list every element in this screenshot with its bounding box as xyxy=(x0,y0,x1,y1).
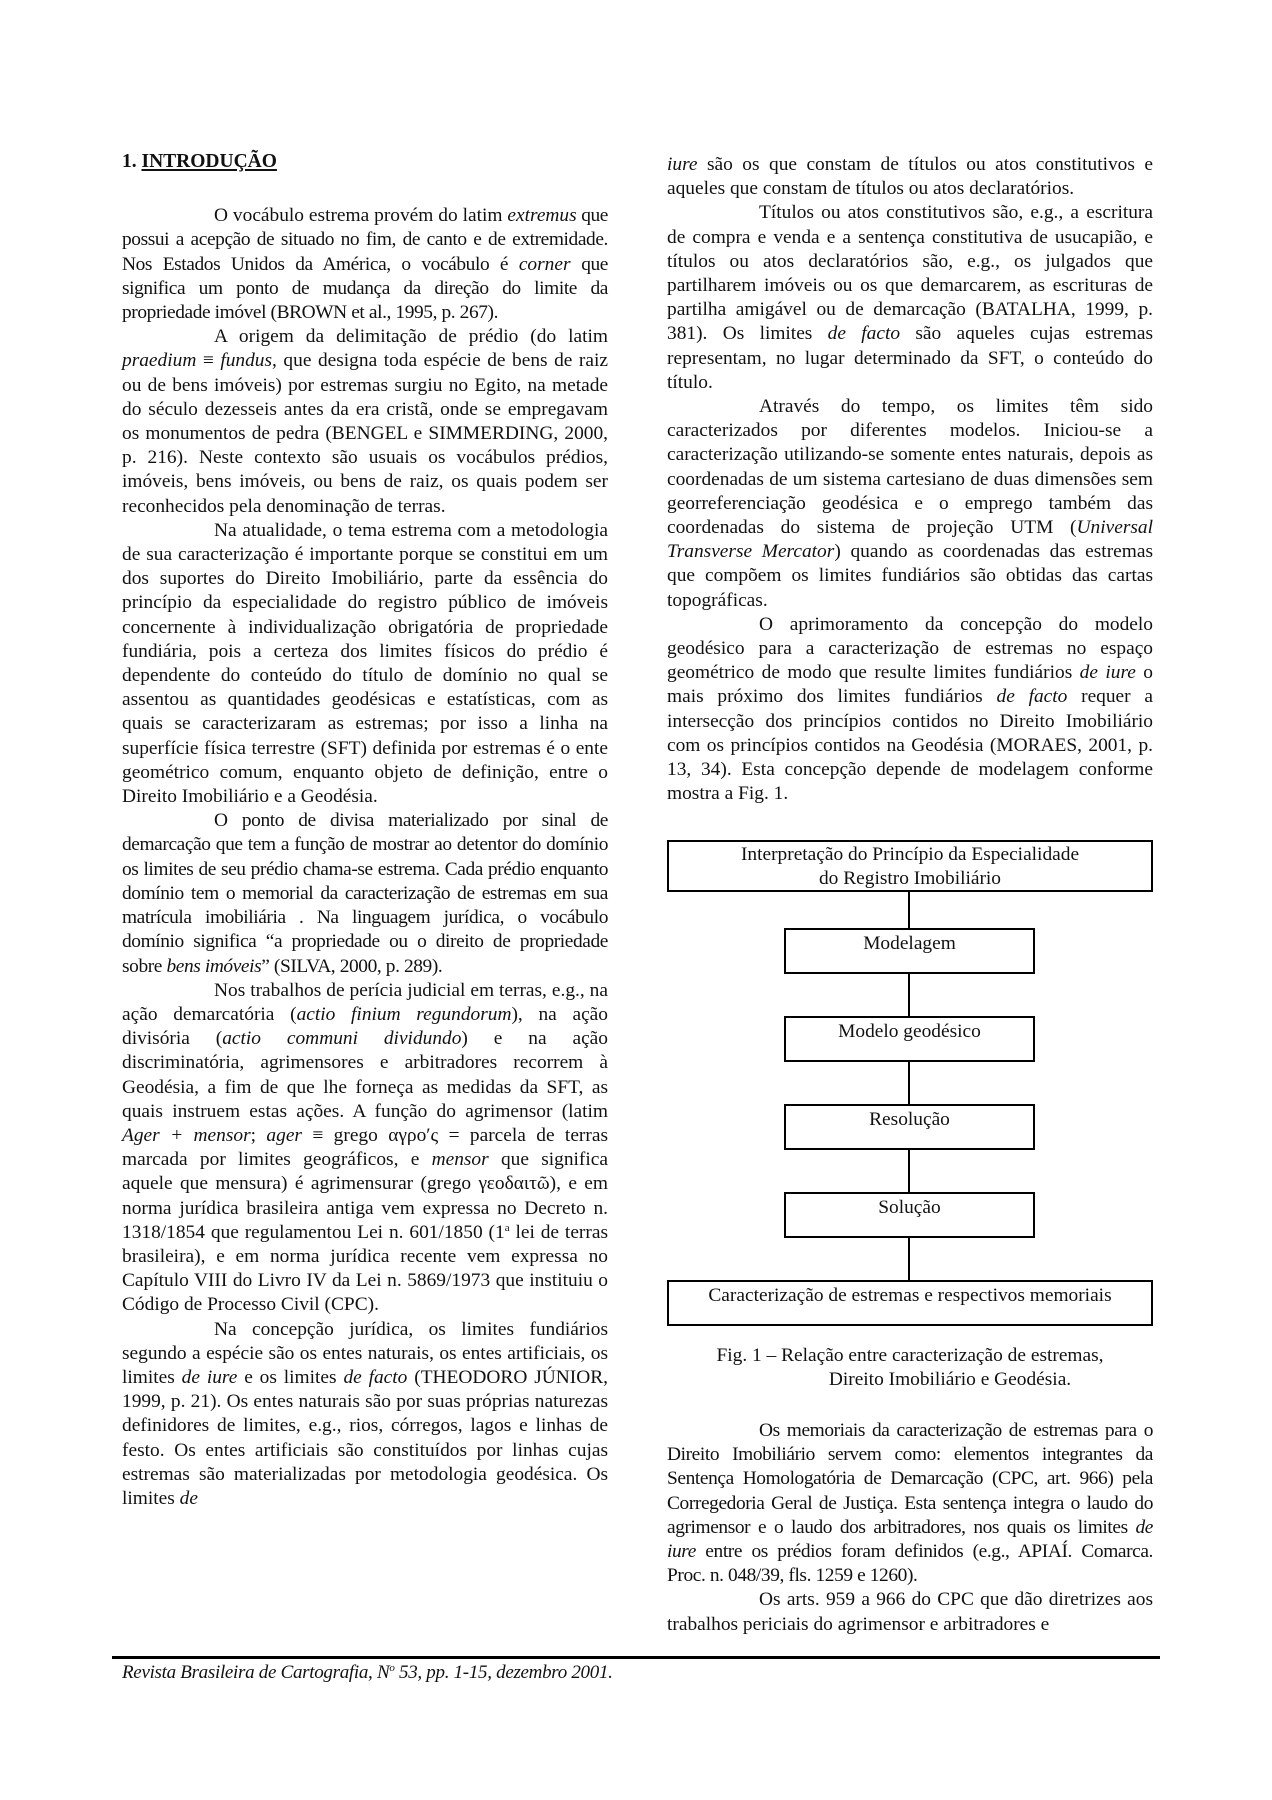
paragraph-ponto-divisa: O ponto de divisa materializado por sinal de demarcação que tem a função de mostrar ao detentor do domínio os limites de seu prédio chama-se estrema. Cada prédio enquanto domínio tem o memorial da caracterização de estremas em sua matrícula imobiliária . Na linguagem jurídica, o vocábulo domínio significa “a propriedade ou o direito de propriedade sobre bens imóveis” (SILVA, 2000, p. 289). xyxy=(122,810,608,977)
journal-footer: Revista Brasileira de Cartografia, $N^o$ 53, pp. 1-15, dezembro 2001. xyxy=(122,1662,613,1683)
flow-box-resolucao: Resolução xyxy=(784,1104,1035,1150)
paragraph-aprimoramento: O aprimoramento da concepção do modelo geodésico para a caracterização de estremas no espaço geométrico de modo que resulte limites fundiários de iure o mais próximo dos limites fundiários de facto requer a intersecção dos princípios contidos no Direito Imobiliário com os princípios contidos na Geodésia (MORAES, 2001, p. 13, 34). Esta concepção depende de modelagem conforme mostra a Fig. 1. xyxy=(667,613,1153,805)
paragraph-memoriais: Os memoriais da caracterização de estremas para o Direito Imobiliário servem como: elementos integrantes da Sentença Homologatória de Demarcação (CPC, art. 966) pela Corregedoria Geral de Justiça. Esta sentença integra o laudo do agrimensor e o laudo dos arbitradores, nos quais os limites de iure entre os prédios foram definidos (e.g., APIAÍ. Comarca. Proc. n. 048/39, fls. 1259 e 1260). xyxy=(667,1420,1153,1587)
section-heading: 1. INTRODUÇÃO xyxy=(122,151,277,172)
flow-box-interpretacao: Interpretação do Princípio da Especialidade do Registro Imobiliário xyxy=(667,840,1153,892)
right-column-continued xyxy=(667,1419,1153,1637)
paragraph-titulos: Títulos ou atos constitutivos são, e.g., a escritura de compra e venda e a sentença constitutiva de usucapião, e títulos ou atos declaratórios são, e.g., os julgados que partilharem imóveis ou os que demarcarem, as escrituras de partilha amigável ou de demarcação (BATALHA, 1999, p. 381). Os limites de facto são aqueles cujas estremas representam, no lugar determinado da SFT, o conteúdo do título. xyxy=(667,202,1153,393)
flow-connector xyxy=(908,1238,910,1280)
flow-connector xyxy=(908,1150,910,1192)
paragraph-concepcao-juridica: Na concepção jurídica, os limites fundiários segundo a espécie são os entes naturais, os entes artificiais, os limites de iure e os limites de facto (THEODORO JÚNIOR, 1999, p. 21). Os entes naturais são por suas próprias naturezas definidores de limites, e.g., rios, córregos, lagos e linhas de festo. Os entes artificiais são constituídos por linhas cujas estremas são materializadas por metodologia geodésica. Os limites de xyxy=(122,1318,608,1509)
left-column xyxy=(122,150,608,1511)
flow-box-modelagem: Modelagem xyxy=(784,928,1035,974)
paragraph-atualidade: Na atualidade, o tema estrema com a metodologia de sua caracterização é importante porque se constitui em um dos suportes do Direito Imobiliário, parte da essência do princípio da especialidade do registro público de imóveis concernente à individualização obrigatória de propriedade fundiária, pois a certeza dos limites físicos do prédio é dependente do conteúdo do título de domínio no qual se assentou as quantidades geodésicas e estatísticas, com as quais se caracterizaram as estremas; por isso a linha na superfície física terrestre (SFT) definida por estremas é o ente geométrico comum, enquanto objeto de definição, entre o Direito Imobiliário e a Geodésia. xyxy=(122,519,608,808)
paragraph-vocabulo: O vocábulo estrema provém do latim extremus que possui a acepção de situado no fim, de canto e de extremidade. Nos Estados Unidos da América, o vocábulo é corner que significa um ponto de mudança da direção do limite da propriedade imóvel (BROWN et al., 1995, p. 267). xyxy=(122,205,608,324)
figure-flowchart xyxy=(667,840,1153,1340)
figure-caption: Fig. 1 – Relação entre caracterização de estremas, Direito Imobiliário e Geodésia. xyxy=(716,1345,1104,1390)
paragraph-origem: A origem da delimitação de prédio (do latim praedium ≡ fundus, que designa toda espécie de bens de raiz ou de bens imóveis) por estremas surgiu no Egito, na metade do século dezesseis antes da era cristã, onde se empregavam os monumentos de pedra (BENGEL e SIMMERDING, 2000, p. 216). Neste contexto são usuais os vocábulos prédios, imóveis, bens imóveis, ou bens de raiz, os quais podem ser reconhecidos pela denominação de terras. xyxy=(122,326,608,517)
paragraph-pericia: Nos trabalhos de perícia judicial em terras, e.g., na ação demarcatória (actio finium regundorum), na ação divisória (actio communi dividundo) e na ação discriminatória, agrimensores e arbitradores recorrem à Geodésia, a fim de que lhe forneça as medidas da SFT, as quais instruem estas ações. A função do agrimensor (latim Ager + mensor; ager ≡ grego αγροʹς = parcela de terras marcada por limites geográficos, e mensor que significa aquele que mensura) é agrimensurar (grego γεοδαιτῶ), e em norma jurídica brasileira antiga vem expressa no Decreto n. 1318/1854 que regulamentou Lei n. 601/1850 (1$^a$ lei de terras brasileira), e em norma jurídica recente vem expressa no Capítulo VIII do Livro IV da Lei n. 5869/1973 que instituiu o Código de Processo Civil (CPC). xyxy=(122,979,608,1316)
section-title: INTRODUÇÃO xyxy=(141,151,277,172)
right-column xyxy=(667,153,1153,806)
paragraph-de-iure: iure são os que constam de títulos ou atos constitutivos e aqueles que constam de títulos ou atos declaratórios. xyxy=(667,154,1153,200)
paragraph-arts-cpc: Os arts. 959 a 966 do CPC que dão diretrizes aos trabalhos periciais do agrimensor e arbitradores e xyxy=(667,1589,1153,1635)
flow-box-modelo-geodesico: Modelo geodésico xyxy=(784,1016,1035,1062)
flow-connector xyxy=(908,892,910,928)
footer-divider xyxy=(112,1656,1160,1659)
paragraph-atraves-tempo: Através do tempo, os limites têm sido caracterizados por diferentes modelos. Iniciou-se a caracterização utilizando-se somente entes naturais, depois as coordenadas de um sistema cartesiano de duas dimensões sem georreferenciação geodésica e o emprego também das coordenadas do sistema de projeção UTM (Universal Transverse Mercator) quando as coordenadas das estremas que compõem os limites fundiários são obtidas das cartas topográficas. xyxy=(667,396,1153,611)
flow-connector xyxy=(908,1062,910,1104)
flow-box-caracterizacao: Caracterização de estremas e respectivos memoriais xyxy=(667,1280,1153,1326)
flow-connector xyxy=(908,974,910,1016)
flow-box-solucao: Solução xyxy=(784,1192,1035,1238)
